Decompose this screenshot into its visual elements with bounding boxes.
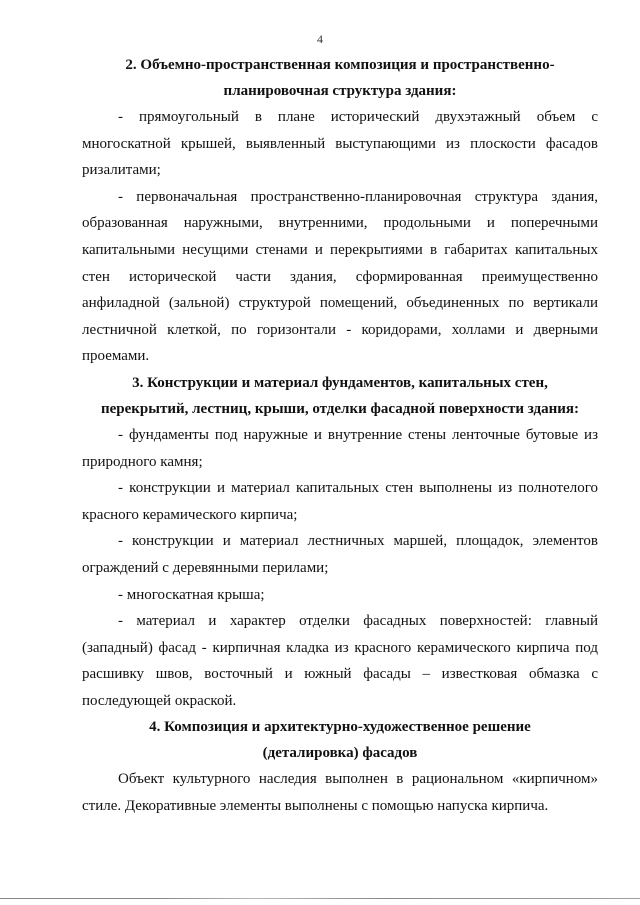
section-4 — [82, 714, 598, 819]
list-item: - конструкции и материал капитальных стен выполнены из полнотелого красного керамического кирпича; — [82, 480, 598, 523]
list-item: - прямоугольный в плане исторический двухэтажный объем с многоскатной крышей, выявленный выступающими из плоскости фасадов ризалитами; — [82, 109, 598, 179]
document-body — [82, 52, 598, 820]
list-item: - конструкции и материал лестничных маршей, площадок, элементов ограждений с деревянными перилами; — [82, 533, 598, 576]
list-item: - первоначальная пространственно-планировочная структура здания, образованная наружными, внутренними, продольными и поперечными капитальными несущими стенами и перекрытиями в габаритах капитальных стен исторической части здания, сформированная преимущественно анфиладной (зальной) структурой помещений, объединенных по вертикали лестничной клеткой, по горизонтали - коридорами, холлами и дверными проемами. — [82, 188, 598, 365]
page-bottom-edge-line — [0, 898, 640, 899]
section-heading-line: (деталировка) фасадов — [262, 745, 418, 762]
section-2 — [82, 52, 598, 370]
section-heading-line: планировочная структура здания: — [223, 83, 457, 99]
body-paragraph: Объект культурного наследия выполнен в рациональном «кирпичном» стиле. Декоративные элементы выполнены с помощью напуска кирпича. — [82, 771, 598, 815]
section-heading-line: 2. Объемно-пространственная композиция и пространственно- — [125, 57, 555, 73]
list-item: - многоскатная крыша; — [118, 586, 265, 603]
list-item: - материал и характер отделки фасадных поверхностей: главный (западный) фасад - кирпичная кладка из красного керамического кирпича под расшивку швов, восточный и южный фасады – известковая обмазка с последующей окраской. — [82, 613, 598, 709]
section-heading-line: 3. Конструкции и материал фундаментов, капитальных стен, — [132, 374, 548, 391]
section-heading-line: перекрытий, лестниц, крыши, отделки фасадной поверхности здания: — [100, 400, 580, 417]
section-heading-line: 4. Композиция и архитектурно-художественное решение — [149, 719, 531, 736]
section-3 — [82, 370, 598, 715]
page-number: 4 — [317, 32, 323, 46]
list-item: - фундаменты под наружные и внутренние стены ленточные бутовые из природного камня; — [82, 426, 598, 470]
